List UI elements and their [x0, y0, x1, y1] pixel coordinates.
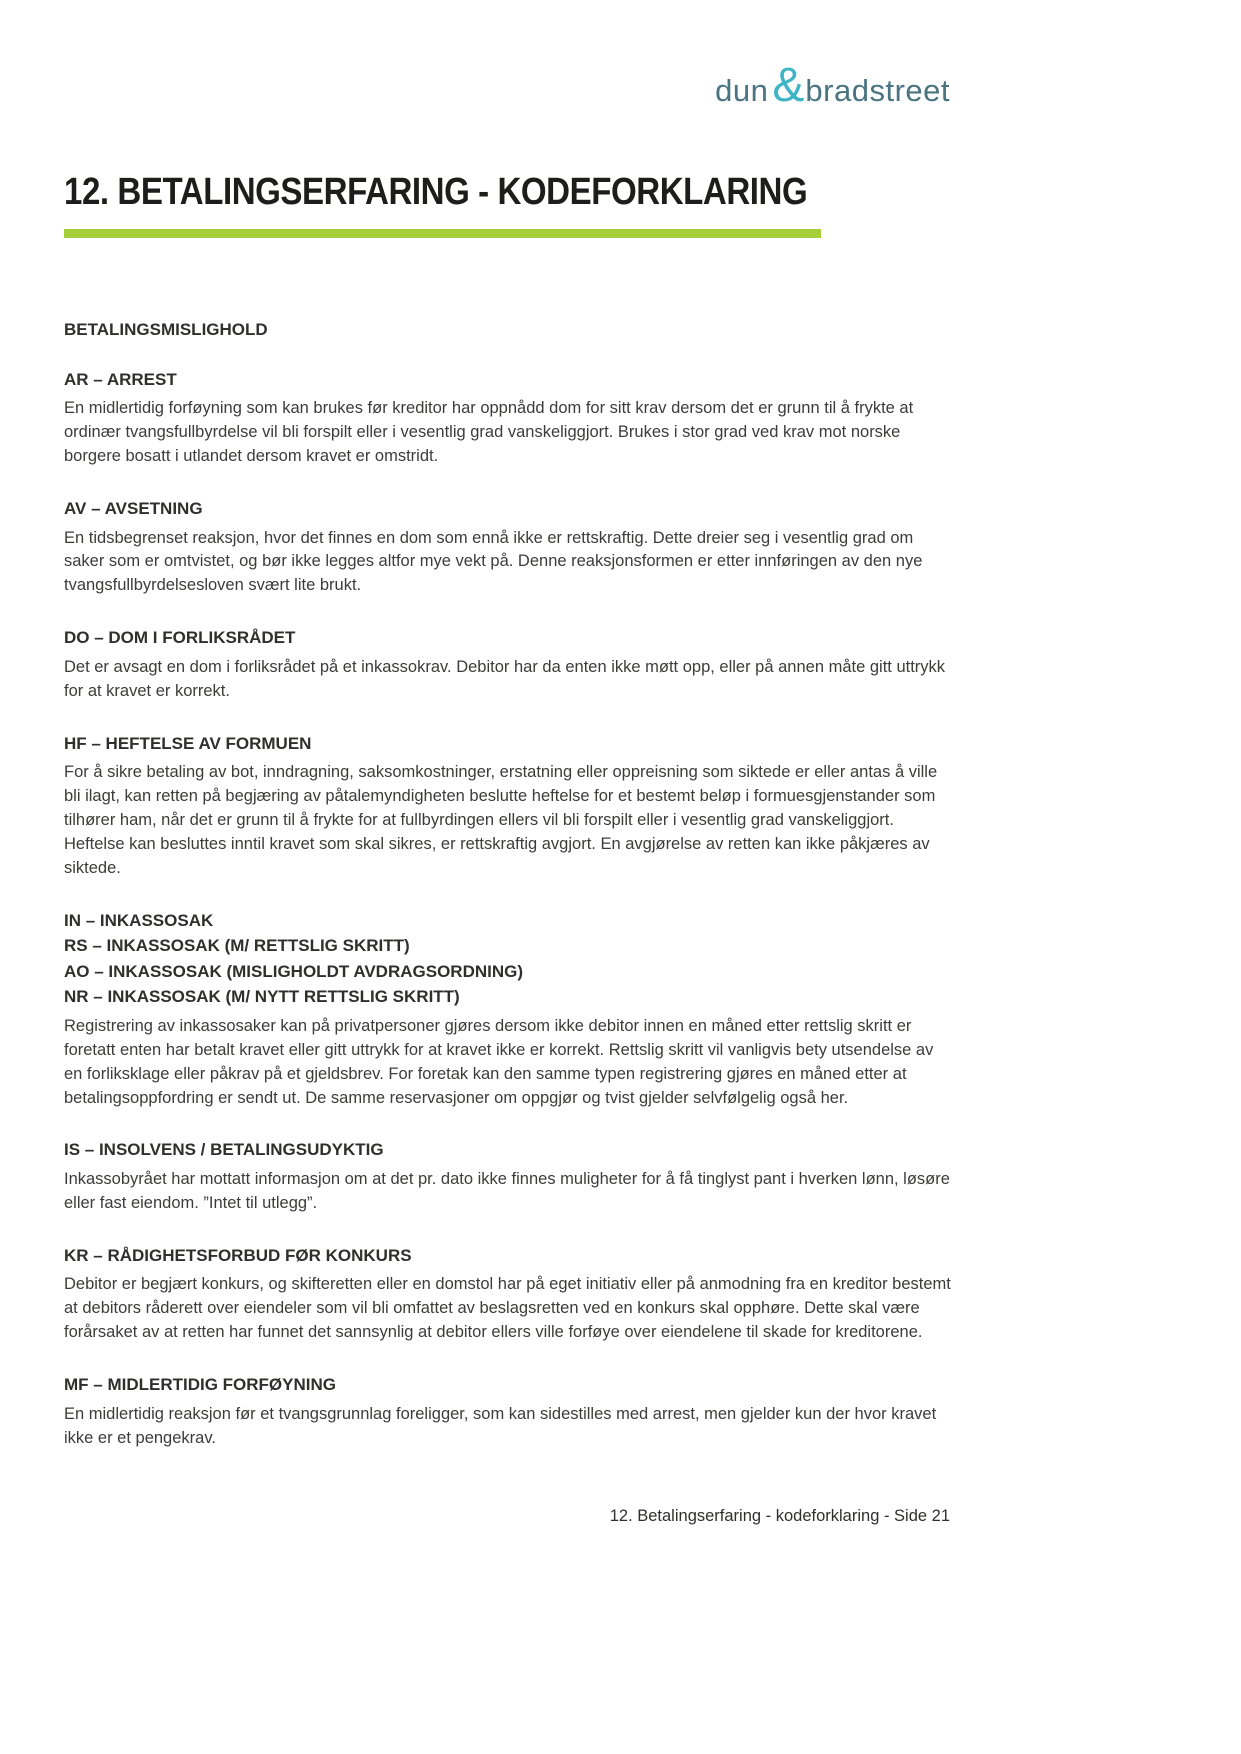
code-entry-av [64, 496, 952, 598]
entry-heading: HF – HEFTELSE AV FORMUEN [64, 733, 312, 753]
entry-body: For å sikre betaling av bot, inndragning, saksomkostninger, erstatning eller oppreisning som siktede er eller antas å ville bli ilagt, kan retten på begjæring av påtalemyndigheten beslutte heftelse for et bestemt beløp i formuesgjenstander som tilhører ham, når det er grunn til å frykte for at fullbyrdingen ellers vil bli forspilt eller i vesentlig grad vanskeliggjort. Heftelse kan besluttes inntil kravet som skal sikres, er rettskraftig avgjort. En avgjørelse av retten kan ikke påkjæres av siktede. [64, 763, 938, 877]
code-entry-is [64, 1137, 952, 1215]
entry-body: Inkassobyrået har mottatt informasjon om at det pr. dato ikke finnes muligheter for å få tinglyst pant i hverken lønn, løsøre eller fast eiendom. ”Intet til utlegg”. [64, 1169, 950, 1212]
entry-body: Det er avsagt en dom i forliksrådet på et inkassokrav. Debitor har da enten ikke møtt opp, eller på annen måte gitt uttrykk for at kravet er korrekt. [64, 657, 946, 700]
entry-heading: IS – INSOLVENS / BETALINGSUDYKTIG [64, 1140, 384, 1160]
ampersand-icon: & [772, 59, 805, 112]
entry-heading: AO – INKASSOSAK (MISLIGHOLDT AVDRAGSORDNING) [64, 961, 524, 981]
section-heading: BETALINGSMISLIGHOLD [64, 319, 268, 339]
entry-heading: KR – RÅDIGHETSFORBUD FØR KONKURS [64, 1245, 412, 1265]
page-title: 12. BETALINGSERFARING - KODEFORKLARING [64, 171, 808, 213]
entry-body: En midlertidig forføyning som kan brukes før kreditor har oppnådd dom for sitt krav dersom det er grunn til å frykte at ordinær tvangsfullbyrdelse vil bli forspilt eller i vesentlig grad vanskeliggjort. Brukes i stor grad ved krav mot norske borgere bosatt i utlandet dersom kravet er omstridt. [64, 399, 914, 466]
entry-heading: NR – INKASSOSAK (M/ NYTT RETTSLIG SKRITT) [64, 987, 460, 1007]
entry-heading: RS – INKASSOSAK (M/ RETTSLIG SKRITT) [64, 936, 410, 956]
entry-heading: DO – DOM I FORLIKSRÅDET [64, 628, 296, 648]
entry-body: En midlertidig reaksjon før et tvangsgrunnlag foreligger, som kan sidestilles med arrest, men gjelder kun der hvor kravet ikke er et pengekrav. [64, 1404, 937, 1447]
code-entry-inkasso-group [64, 908, 952, 1111]
code-entry-mf [64, 1372, 952, 1450]
entry-body: Debitor er begjært konkurs, og skifteretten eller en domstol har på eget initiativ eller på anmodning fra en kreditor bestemt at debitors råderett over eiendeler som vil bli omfattet av beslagsretten ved en konkurs skal opphøre. Dette skal være forårsaket av at retten har funnet det sannsynlig at debitor ellers ville forføye over eiendelene til skade for kreditorene. [64, 1275, 951, 1342]
page-footer: 12. Betalingserfaring - kodeforklaring - Side 21 [609, 1507, 950, 1525]
content-column [64, 0, 952, 1450]
logo-text-dun: dun [715, 73, 769, 108]
entry-heading: AV – AVSETNING [64, 499, 203, 519]
code-entry-do [64, 625, 952, 703]
entry-heading: AR – ARREST [64, 369, 177, 389]
entry-heading: IN – INKASSOSAK [64, 910, 214, 930]
entry-heading: MF – MIDLERTIDIG FORFØYNING [64, 1375, 336, 1395]
code-entry-kr [64, 1243, 952, 1345]
entry-body: Registrering av inkassosaker kan på privatpersoner gjøres dersom ikke debitor innen en måned etter rettslig skritt er foretatt enten har betalt kravet eller gitt uttrykk for at kravet ikke er korrekt. Rettslig skritt vil vanligvis bety utsendelse av en forliksklage eller påkrav på et gjeldsbrev. For foretak kan den samme typen registrering gjøres en måned etter at betalingsoppfordring er sendt ut. De samme reservasjoner om oppgjør og tvist gjelder selvfølgelig også her. [64, 1016, 934, 1107]
logo-text-bradstreet: bradstreet [805, 73, 950, 108]
title-underline-rule [64, 229, 821, 238]
code-entry-hf [64, 731, 952, 881]
entry-body: En tidsbegrenset reaksjon, hvor det finnes en dom som ennå ikke er rettskraftig. Dette dreier seg i vesentlig grad om saker som er omtvistet, og bør ikke legges altfor mye vekt på. Denne reaksjonsformen er etter innføringen av den nye tvangsfullbyrdelsesloven svært lite brukt. [64, 528, 923, 595]
code-entry-ar [64, 367, 952, 469]
